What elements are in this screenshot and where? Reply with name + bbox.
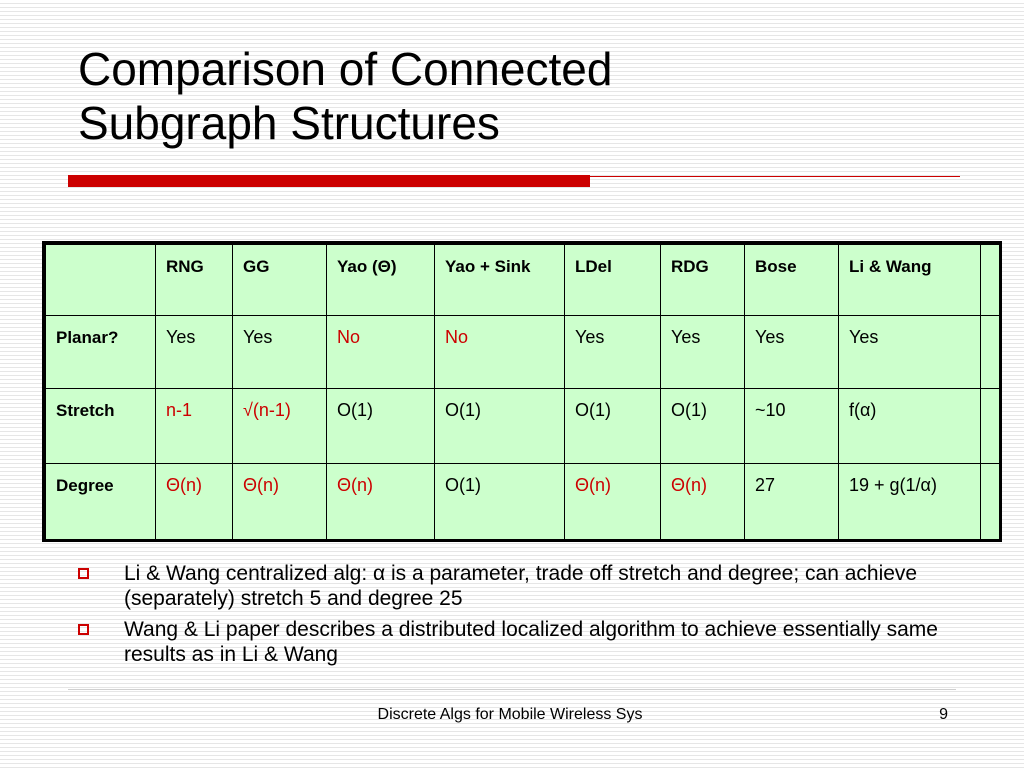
square-bullet-icon [78, 624, 89, 635]
table-cell-empty [981, 389, 1000, 464]
table-cell-empty [981, 316, 1000, 389]
table-cell: n-1 [156, 389, 233, 464]
table-cell: O(1) [435, 389, 565, 464]
table-cell: Θ(n) [661, 464, 745, 540]
table-cell: O(1) [435, 464, 565, 540]
header-cell-bose: Bose [745, 245, 839, 316]
table-cell: 27 [745, 464, 839, 540]
table-cell: Θ(n) [327, 464, 435, 540]
header-cell-corner [46, 245, 156, 316]
header-cell-yao-sink: Yao + Sink [435, 245, 565, 316]
title-underline-thin [590, 176, 960, 177]
comparison-table-frame [42, 241, 1002, 542]
table-cell: f(α) [839, 389, 981, 464]
bullet-item [78, 617, 958, 667]
table-row-degree [46, 464, 1000, 540]
row-label-degree: Degree [46, 464, 156, 540]
table-cell: Yes [156, 316, 233, 389]
header-cell-li-wang: Li & Wang [839, 245, 981, 316]
header-cell-ldel: LDel [565, 245, 661, 316]
table-row-planar [46, 316, 1000, 389]
comparison-table [45, 244, 1000, 540]
table-cell: Θ(n) [565, 464, 661, 540]
table-cell: Θ(n) [156, 464, 233, 540]
title-line-1: Comparison of Connected [78, 43, 613, 95]
bullet-list [78, 561, 958, 673]
table-cell: Yes [839, 316, 981, 389]
footer-divider [68, 689, 956, 690]
table-cell: Yes [661, 316, 745, 389]
table-cell: Θ(n) [233, 464, 327, 540]
row-label-planar: Planar? [46, 316, 156, 389]
table-cell: No [327, 316, 435, 389]
table-cell: Yes [565, 316, 661, 389]
row-label-stretch: Stretch [46, 389, 156, 464]
footer-text: Discrete Algs for Mobile Wireless Sys [377, 706, 643, 723]
slide-title [78, 42, 958, 150]
header-cell-rdg: RDG [661, 245, 745, 316]
header-cell-yao: Yao (Θ) [327, 245, 435, 316]
bullet-item [78, 561, 958, 611]
title-underline-bar [68, 175, 590, 187]
table-cell: O(1) [661, 389, 745, 464]
table-cell: O(1) [565, 389, 661, 464]
square-bullet-icon [78, 568, 89, 579]
table-cell: O(1) [327, 389, 435, 464]
title-line-2: Subgraph Structures [78, 97, 500, 149]
table-cell-empty [981, 464, 1000, 540]
table-cell: 19 + g(1/α) [839, 464, 981, 540]
header-cell-extra [981, 245, 1000, 316]
table-cell: ~10 [745, 389, 839, 464]
header-cell-gg: GG [233, 245, 327, 316]
table-cell: Yes [233, 316, 327, 389]
table-header-row [46, 245, 1000, 316]
table-cell: √(n-1) [233, 389, 327, 464]
bullet-text: Wang & Li paper describes a distributed localized algorithm to achieve essentially same results as in Li & Wang [124, 618, 938, 666]
bullet-text: Li & Wang centralized alg: α is a parameter, trade off stretch and degree; can achieve (separately) stretch 5 and degree 25 [124, 562, 918, 610]
table-cell: Yes [745, 316, 839, 389]
table-cell: No [435, 316, 565, 389]
table-row-stretch [46, 389, 1000, 464]
slide-number: 9 [939, 706, 948, 723]
header-cell-rng: RNG [156, 245, 233, 316]
